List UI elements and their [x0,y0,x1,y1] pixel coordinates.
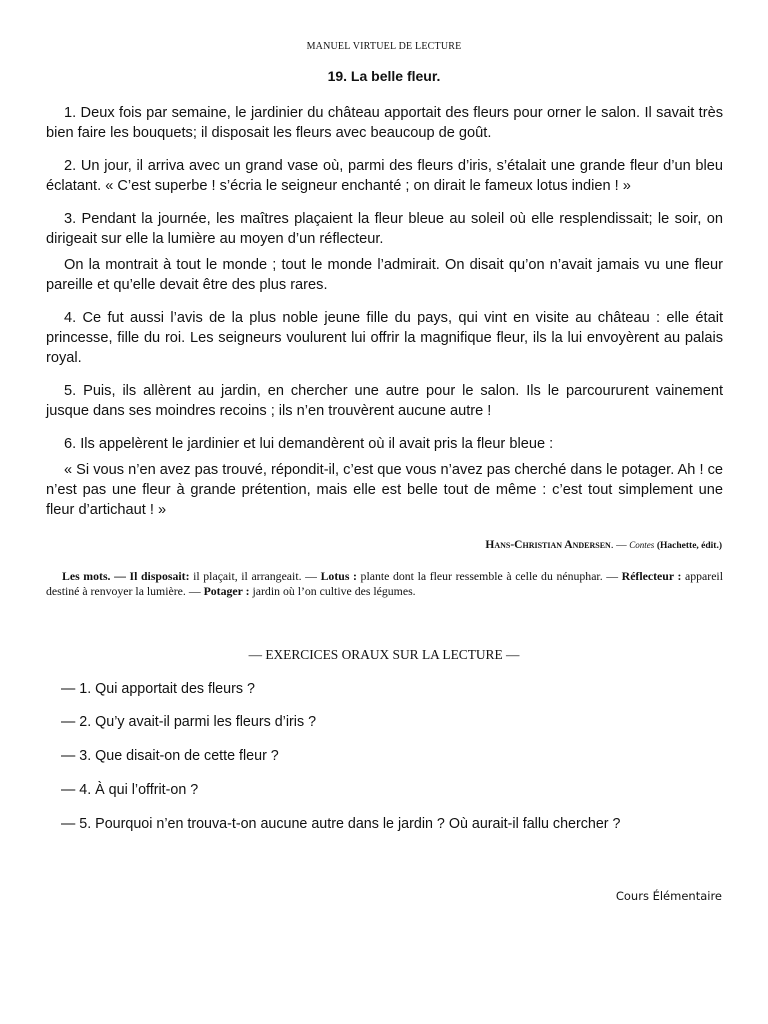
vocab-definition: appareil destiné à renvoyer la lumière. — [46,569,723,598]
exercise-question: — 4. À qui l’offrit-on ? [61,782,199,798]
vocabulary-heading: Les mots. [62,569,111,583]
vocab-term: Potager : [203,584,250,598]
work-title: Contes [629,540,655,550]
vocab-definition: jardin où l’on cultive des légumes. [249,584,416,598]
vocab-definition: plante dont la fleur ressemble à celle du nénuphar. — [356,569,622,583]
vocab-term: — Il disposait: [114,569,190,583]
page-header: MANUEL VIRTUEL DE LECTURE [306,41,462,52]
exercise-question: — 3. Que disait-on de cette fleur ? [61,748,279,764]
vocab-term: Réflecteur : [621,569,682,583]
attribution [485,539,722,551]
paragraph-6-quote: « Si vous n’en avez pas trouvé, répondit-il, c’est que vous n’avez pas cherché dans le potager. Ah ! ce n’est pas une fleur à grande prétention, mais elle est belle tout de même : c’est tout simplement une fleur d’artichaut ! » [46,462,723,519]
paragraph-1: 1. Deux fois par semaine, le jardinier du château apportait des fleurs pour orner le salon. Il savait très bien faire les bouquets; il disposait les fleurs avec beaucoup de goût. [46,105,723,142]
vocab-term: Lotus : [320,569,357,583]
paragraph-3: 3. Pendant la journée, les maîtres plaçaient la fleur bleue au soleil où elle resplendissait; le soir, on dirigeait sur elle la lumière au moyen d’un réflecteur. [46,211,723,248]
lesson-title: 19. La belle fleur. [327,68,441,84]
attribution-separator: . — [610,540,630,551]
paragraph-3-continued: On la montrait à tout le monde ; tout le monde l’admirait. On disait qu’on n’avait jamais vu une fleur pareille et qu’elle devait être des plus rares. [46,257,723,294]
exercise-question: — 2. Qu’y avait-il parmi les fleurs d’iris ? [61,714,317,730]
vocab-definition: il plaçait, il arrangeait. — [189,569,321,583]
paragraph-4: 4. Ce fut aussi l’avis de la plus noble jeune fille du pays, qui vint en visite au château : elle était princesse, fille du roi. Les seigneurs voulurent lui offrir la magnifique fleur, ils la lui envoyèrent au palais royal. [46,310,723,367]
publisher: (Hachette, édit.) [656,541,722,551]
vocabulary-notes [46,569,723,599]
paragraph-6: 6. Ils appelèrent le jardinier et lui demandèrent où il avait pris la fleur bleue : [64,436,554,452]
exercise-question: — 5. Pourquoi n’en trouva-t-on aucune autre dans le jardin ? Où aurait-il fallu chercher ? [61,816,621,832]
paragraph-2: 2. Un jour, il arriva avec un grand vase où, parmi des fleurs d’iris, s’étalait une grande fleur d’un bleu éclatant. « C’est superbe ! s’écria le seigneur enchanté ; on dirait le fameux lotus indien ! » [46,158,723,195]
author-name: Hans-Christian Andersen [485,539,611,551]
paragraph-5: 5. Puis, ils allèrent au jardin, en chercher une autre pour le salon. Ils le parcoururent vainement jusque dans ses moindres recoins ; ils n’en trouvèrent aucune autre ! [46,383,723,420]
page-footer: Cours Élémentaire [615,889,722,903]
exercises-title: — EXERCICES ORAUX SUR LA LECTURE — [248,647,520,662]
exercise-question: — 1. Qui apportait des fleurs ? [61,681,255,697]
